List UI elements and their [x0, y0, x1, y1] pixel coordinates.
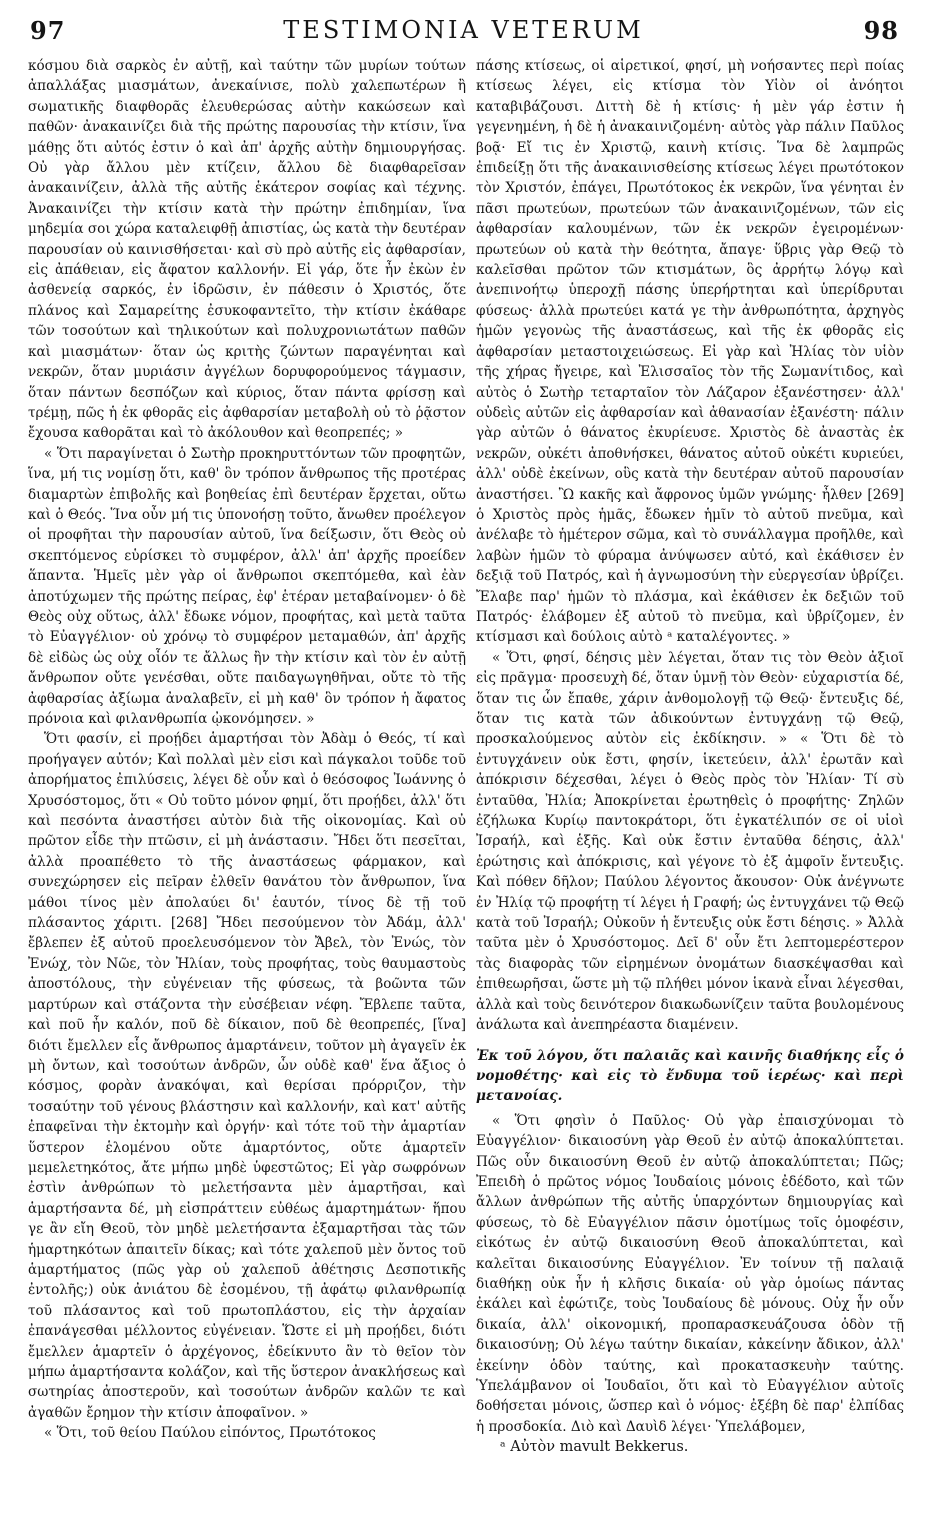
- left-paragraph-1: κόσμου διὰ σαρκὸς ἐν αὐτῇ, καὶ ταύτην τῶν μυρίων τούτων ἀπαλλάξας μιασμάτων, ἀνεκαίνισε, πολὺ χαλεπωτέρων ἢ σωματικῆς διαφθορᾶς ἐλευθερώσας αὐτὴν κακώσεων καὶ παθῶν· ἀνακαινίζει διὰ τῆς πρώτης παρουσίας τὴν κτίσιν, ἵνα μάθῃς ὅτι αὐτός ἐστιν ὁ καὶ ἀπ' ἀρχῆς αὐτὴν δημιουργήσας. Οὐ γὰρ ἄλλου μὲν κτίζειν, ἄλλου δὲ διαφθαρεῖσαν ἀνακαινίζειν, ἀλλὰ τῆς αὐτῆς ἑκάτερον σοφίας καὶ τέχνης. Ἀνακαινίζει τὴν κτίσιν κατὰ τὴν πρώτην ἐπιδημίαν, ἵνα μηδεμία σοι χώρα καταλειφθῇ ἀπιστίας, ὡς κατὰ τὴν δευτέραν παρουσίαν οὐ καινισθήσεται· καὶ σὺ πρὸ αὐτῆς εἰς ἀφθαρσίαν, εἰς ἀπάθειαν, εἰς ἄφατον καλλονήν. Εἰ γάρ, ὅτε ἦν ἐκὼν ἐν ἀσθενείᾳ σαρκός, ἐν ἱδρῶσιν, ἐν πάθεσιν ὁ Χριστός, ὅτε πλάνος καὶ Σαμαρείτης ἐσυκοφαντεῖτο, τὴν κτίσιν ἐκάθαρε τῶν τοσούτων καὶ τηλικούτων καὶ πολυχρονιωτάτων παθῶν καὶ μιασμάτων· ὅταν ὡς κριτὴς ζώντων παραγένηται καὶ νεκρῶν, ὅταν μυριάσιν ἀγγέλων δορυφορούμενος τάγμασιν, ὅταν πάντων δεσπόζων καὶ κύριος, ὅταν πάντα φρίσσῃ καὶ τρέμῃ, πῶς ἡ ἐκ φθορᾶς εἰς ἀφθαρσίαν μεταβολὴ οὐ τὸ ῥᾷστον ἔχουσα καθορᾶται καὶ τὸ ἀκόλουθον καὶ θεοπρεπές; »: [28, 58, 466, 442]
- page-number-left: 97: [30, 16, 66, 45]
- right-paragraph-1: πάσης κτίσεως, οἱ αἱρετικοί, φησί, μὴ νοήσαντες περὶ ποίας κτίσεως λέγει, εἰς κτίσμα τὸν Υἱὸν οἱ ἀνόητοι καταβιβάζουσι. Διττὴ δὲ ἡ κτίσις· ἡ μὲν γάρ ἐστιν ἡ γεγενημένη, ἡ δὲ ἡ ἀνακαινιζομένη· αὐτὸς γὰρ πάλιν Παῦλος βοᾷ· Εἴ τις ἐν Χριστῷ, καινὴ κτίσις. Ἵνα δὲ λαμπρῶς ἐπιδείξῃ ὅτι τῆς ἀνακαινισθείσης κτίσεως λέγει πρωτότοκον τὸν Χριστόν, ἐπάγει, Πρωτότοκος ἐκ νεκρῶν, ἵνα γένηται ἐν πᾶσι πρωτεύων, πρωτεύων τῶν ἀνακαινιζομένων, τῶν εἰς ἀφθαρσίαν καλουμένων, τῶν ἐκ νεκρῶν ἐγειρομένων· πρωτεύων οὐ κατὰ τὴν θεότητα, ἄπαγε· ὕβρις γὰρ Θεῷ τὸ καλεῖσθαι πρῶτον τῶν κτισμάτων, ὃς ἀρρήτῳ λόγῳ καὶ ἀνεπινοήτῳ ὑπεροχῇ πάσης ὑπερήρτηται καὶ ὑπερίδρυται φύσεως· ἀλλὰ πρωτεύει κατά γε τὴν ἀνθρωπότητα, ἀρχηγὸς ἡμῶν γεγονὼς τῆς ἀναστάσεως, καὶ τῆς ἐκ φθορᾶς εἰς ἀφθαρσίαν μεταστοιχειώσεως. Εἰ γὰρ καὶ Ἠλίας τὸν υἱὸν τῆς χήρας ἤγειρε, καὶ Ἐλισσαῖος τὸν τῆς Σωμανίτιδος, καὶ αὐτὸς ὁ Σωτὴρ τεταρταῖον τὸν Λάζαρον ἐξανέστησεν· ἀλλ' οὐδεὶς αὐτῶν εἰς ἀφθαρσίαν καὶ ἀθανασίαν ἐξανέστη· πάλιν γὰρ αὐτῶν ὁ θάνατος ἐκυρίευσε. Χριστὸς δὲ ἀναστὰς ἐκ νεκρῶν, οὐκέτι ἀποθνήσκει, θάνατος αὐτοῦ οὐκέτι κυριεύει, ἀλλ' οὐδὲ ἐκείνων, οὓς κατὰ τὴν δευτέραν αὐτοῦ παρουσίαν ἀναστήσει. Ὢ κακῆς καὶ ἄφρονος ὑμῶν γνώμης· ἦλθεν [269] ὁ Χριστὸς πρὸς ἡμᾶς, ἔδωκεν ἡμῖν τὸ αὐτοῦ πνεῦμα, καὶ ἀνέλαβε τὸ ἡμέτερον σῶμα, καὶ τὸ συνάλλαγμα προῆλθε, καὶ λαβὼν ἡμῶν τὸ φύραμα ἀνύψωσεν αὐτό, καὶ ἐκάθισεν ἐν δεξιᾷ τοῦ Πατρός, καὶ ἡ ἀγνωμοσύνη τὴν εὐεργεσίαν ὑβρίζει. Ἔλαβε παρ' ἡμῶν τὸ πλάσμα, καὶ ἐκάθισεν ἐκ δεξιῶν τοῦ Πατρός· ἐλάβομεν ἐξ αὐτοῦ τὸ πνεῦμα, καὶ ὑβρίζομεν, ἐν κτίσμασι καὶ δούλοις αὐτὸ ᵃ καταλέγοντες. »: [476, 58, 904, 646]
- left-column: [28, 56, 466, 1444]
- footnote: ᵃ Αὐτὸν mavult Bekkerus.: [500, 1439, 689, 1456]
- running-title: TESTIMONIA VETERUM: [283, 16, 644, 44]
- right-column: [476, 56, 904, 1458]
- section-heading: Ἐκ τοῦ λόγου, ὅτι παλαιᾶς καὶ καινῆς διαθήκης εἷς ὁ νομοθέτης· καὶ εἰς τὸ ἔνδυμα τοῦ ἱερέως· καὶ περὶ μετανοίας.: [476, 1047, 904, 1105]
- page-header: [0, 0, 927, 50]
- page-number-right: 98: [863, 16, 899, 45]
- right-paragraph-2: « Ὅτι, φησί, δέησις μὲν λέγεται, ὅταν τις τὸν Θεὸν ἀξιοῖ εἰς πρᾶγμα· προσευχὴ δέ, ὅταν ὑμνῇ τὸν Θεὸν· εὐχαριστία δέ, ὅταν τις ὧν ἔπαθε, χάριν ἀνθομολογῇ τῷ Θεῷ· ἔντευξις δέ, ὅταν τις κατὰ τῶν ἀδικούντων ἐντυγχάνῃ τῷ Θεῷ, προσκαλούμενος αὐτὸν εἰς ἐκδίκησιν. » « Ὅτι δὲ τὸ ἐντυγχάνειν οὐκ ἔστι, φησίν, ἱκετεύειν, ἀλλ' ἐρωτᾶν καὶ ἀπόκρισιν δέχεσθαι, λέγει ὁ Θεὸς πρὸς τὸν Ἠλίαν· Τί σὺ ἐνταῦθα, Ἠλία; Ἀποκρίνεται ἐρωτηθεὶς ὁ προφήτης· Ζηλῶν ἐζήλωκα Κυρίῳ παντοκράτορι, ὅτι ἐγκατέλιπόν σε οἱ υἱοὶ Ἰσραήλ, καὶ ἑξῆς. Καὶ οὐκ ἔστιν ἐνταῦθα δέησις, ἀλλ' ἐρώτησις καὶ ἀπόκρισις, καὶ γέγονε τὸ ἐξ ἀμφοῖν ἔντευξις. Καὶ πόθεν δῆλον; Παύλου λέγοντος ἄκουσον· Οὐκ ἀνέγνωτε ἐν Ἠλίᾳ τῷ προφήτῃ τί λέγει ἡ Γραφή; ὡς ἐντυγχάνει τῷ Θεῷ κατὰ τοῦ Ἰσραήλ; Οὐκοῦν ἡ ἔντευξις οὐκ ἔστι δέησις. » Ἀλλὰ ταῦτα μὲν ὁ Χρυσόστομος. Δεῖ δ' οὖν ἔτι λεπτομερέστερον τὰς διαφορὰς τῶν εἰρημένων ὀνομάτων διασκέψασθαι καὶ ἐπιθεωρῆσαι, ὥστε μὴ τῷ πλήθει μόνον ἱκανὰ εἶναι λέγεσθαι, ἀλλὰ καὶ τοὺς δεινότερον διακωδωνίζειν ταῦτα βουλομένους ἀνάλωτα καὶ ἀνεπηρέαστα διαμένειν.: [476, 649, 904, 1034]
- left-paragraph-2: « Ὅτι παραγίνεται ὁ Σωτὴρ προκηρυττόντων τῶν προφητῶν, ἵνα, μή τις νομίσῃ ὅτι, καθ' ὃν τρόπον ἄνθρωπος τῆς προτέρας διαμαρτὼν ἐπιβολῆς καὶ βοηθείας ἐπὶ δευτέραν ἔρχεται, οὕτω καὶ ὁ Θεός. Ἵνα οὖν μή τις ὑπονοήσῃ τοῦτο, ἄνωθεν προέλεγον οἱ προφῆται τὴν παρουσίαν αὐτοῦ, ἵνα δείξωσιν, ὅτι Θεὸς οὐ σκεπτόμενος εὑρίσκει τὸ συμφέρον, ἀλλ' ἀπ' ἀρχῆς προείδεν ἅπαντα. Ἡμεῖς μὲν γὰρ οἱ ἄνθρωποι σκεπτόμεθα, καὶ ἐὰν ἀποτύχωμεν τῆς πρώτης πείρας, ἐφ' ἑτέραν μεταβαίνομεν· ὁ δὲ Θεὸς οὐχ οὕτως, ἀλλ' ἔδωκε νόμον, προφήτας, καὶ μετὰ ταῦτα τὸ Εὐαγγέλιον· οὐ χρόνῳ τὸ συμφέρον μεταμαθών, ἀπ' ἀρχῆς δὲ εἰδὼς ὡς οὐχ οἷόν τε ἄλλως ἢν τὴν κτίσιν καὶ τὸν ἐν αὐτῇ ἄνθρωπον οὔτε γενέσθαι, οὔτε παιδαγωγηθῆναι, οὔτε τὸ τῆς ἀφθαρσίας ἀξίωμα ἀναλαβεῖν, εἰ μὴ καθ' ὃν τρόπον ἡ ἄφατος πρόνοια καὶ φιλανθρωπία ᾠκονόμησεν. »: [28, 445, 466, 727]
- left-paragraph-3: Ὅτι φασίν, εἰ προῄδει ἁμαρτήσαι τὸν Ἀδὰμ ὁ Θεός, τί καὶ προήγαγεν αὐτόν; Καὶ πολλαὶ μὲν εἰσι καὶ πάγκαλοι τοῦδε τοῦ ἀπορήματος ἐπιλύσεις, λέγει δὲ οὖν καὶ ὁ θεόσοφος Ἰωάννης ὁ Χρυσόστομος, ὅτι « Οὐ τοῦτο μόνον φημί, ὅτι προῄδει, ἀλλ' ὅτι καὶ πεσόντα ἀναστήσει αὐτὸν διὰ τῆς οἰκονομίας. Καὶ οὐ πρῶτον εἶδε τὴν πτῶσιν, εἰ μὴ ἀνάστασιν. Ἤδει ὅτι πεσεῖται, ἀλλὰ προαπέθετο τὸ τῆς ἀναστάσεως φάρμακον, καὶ συνεχώρησεν εἰς πεῖραν ἐλθεῖν θανάτου τὸν ἄνθρωπον, ἵνα μάθοι τίνος μὲν ἀπολαύει δι' ἑαυτόν, τίνος δὲ τῇ τοῦ πλάσαντος χάριτι. [268] Ἤδει πεσούμενον τὸν Ἀδάμ, ἀλλ' ἔβλεπεν ἐξ αὐτοῦ προελευσόμενον τὸν Ἄβελ, τὸν Ἐνώς, τὸν Ἐνώχ, τὸν Νῶε, τὸν Ἠλίαν, τοὺς προφήτας, τοὺς θαυμαστοὺς ἀποστόλους, τὴν εὐγένειαν τῆς φύσεως, τὰ βοῶντα τῶν μαρτύρων καὶ στάζοντα τὴν εὐσέβειαν νέφη. Ἔβλεπε ταῦτα, καὶ ποῦ ἦν καλόν, ποῦ δὲ δίκαιον, ποῦ δὲ θεοπρεπές, [ἵνα] διότι ἔμελλεν εἷς ἄνθρωπος ἁμαρτάνειν, τοῦτον μὴ ἀγαγεῖν ἐκ μὴ ὄντων, καὶ τοσούτων ἀνδρῶν, ὧν οὐδὲ καθ' ἕνα ἄξιος ὁ κόσμος, φορὰν ἀνακόψαι, καὶ θερίσαι πρόρριζον, τὴν τοσαύτην τοῦ γένους βλάστησιν καὶ καλλονήν, καὶ κατ' αὐτῆς ἐπαφεῖναι τὴν ἐκτομὴν καὶ ὀργήν· καὶ τότε τοῦ τὴν ἁμαρτίαν ὕστερον ἑλομένου οὔτε ἁμαρτόντος, οὔτε ἁμαρτεῖν μεμελετηκότος, ἄτε μήπω μηδὲ ὑφεστῶτος; Εἰ γὰρ σωφρόνων ἐστὶν ἀνθρώπων τὸ μελετήσαντα μὲν ἁμαρτῆσαι, καὶ ἁμαρτήσαντα δέ, μὴ εἰσπράττειν εὐθέως ἁμαρτημάτων· ἥπου γε ἂν εἴη Θεοῦ, τὸν μηδὲ μελετήσαντα ἐξαμαρτῆσαι τὰς τῶν ἡμαρτηκότων ἀπαιτεῖν δίκας; καὶ τότε χαλεποῦ μὲν ὄντος τοῦ ἁμαρτήματος (πῶς γὰρ οὐ χαλεποῦ ἀθέτησις Δεσποτικῆς ἐντολῆς;) οὐκ ἀνιάτου δὲ ἐσομένου, τῇ ἀφάτῳ φιλανθρωπίᾳ τοῦ πλάσαντος καὶ τοῦ πρωτοπλάστου, εἰς τὴν ἀρχαίαν ἐπανάγεσθαι μέλλοντος εὐγένειαν. Ὥστε εἰ μὴ προῄδει, διότι ἔμελλεν ἁμαρτεῖν ὁ ἀρχέγονος, ἐδείκνυτο ἂν τὸ θεῖον τὸν μήπω ἁμαρτήσαντα κολάζον, καὶ τῆς ὕστερον ἀνακλήσεως καὶ σωτηρίας ἀποστεροῦν, καὶ τοσούτων ἀνδρῶν καλῶν τε καὶ ἀγαθῶν ἔρημον τὴν κτίσιν ἀποφαῖνον. »: [28, 731, 466, 1421]
- right-paragraph-3: « Ὅτι φησὶν ὁ Παῦλος· Οὐ γὰρ ἐπαισχύνομαι τὸ Εὐαγγέλιον· δικαιοσύνη γὰρ Θεοῦ ἐν αὐτῷ ἀποκαλύπτεται. Πῶς οὖν δικαιοσύνη Θεοῦ ἐν αὐτῷ ἀποκαλύπτεται; Πῶς; Ἐπειδὴ ὁ πρῶτος νόμος Ἰουδαίοις μόνοις ἐδέδοτο, καὶ τῶν ἄλλων ἀνθρώπων τῆς αὐτῆς ὑπαρχόντων δημιουργίας καὶ φύσεως, τὸ δὲ Εὐαγγέλιον πᾶσιν ὁμοτίμως τοῖς ὁμοφέσιν, εἰκότως ἐν αὐτῷ δικαιοσύνη Θεοῦ ἀποκαλύπτεται, καὶ καλεῖται δικαιοσύνης Εὐαγγέλιον. Ἐν τοίνυν τῇ παλαιᾷ διαθήκῃ οὐκ ἦν ἡ κλῆσις δικαία· οὐ γὰρ ὁμοίως πάντας ἐκάλει καὶ ἐφώτιζε, τοὺς Ἰουδαίους δὲ μόνους. Οὐχ ἦν οὖν δικαία, ἀλλ' οἰκονομική, προπαρασκευάζουσα ὁδὸν τῇ δικαιοσύνῃ; Οὐ λέγω ταύτην δικαίαν, κἀκείνην ἄδικον, ἀλλ' ἐκείνην ὁδὸν ταύτης, καὶ προκατασκευὴν ταύτης. Ὑπελάμβανον οἱ Ἰουδαῖοι, ὅτι καὶ τὸ Εὐαγγέλιον αὐτοῖς δοθήσεται μόνοις, ὥσπερ καὶ ὁ νόμος· ἐξέβη δὲ παρ' ἐλπίδας ἡ προσδοκία. Διὸ καὶ Δαυὶδ λέγει· Ὑπελάβομεν,: [476, 1112, 904, 1435]
- left-paragraph-4: « Ὅτι, τοῦ θείου Παύλου εἰπόντος, Πρωτότοκος: [44, 1425, 376, 1442]
